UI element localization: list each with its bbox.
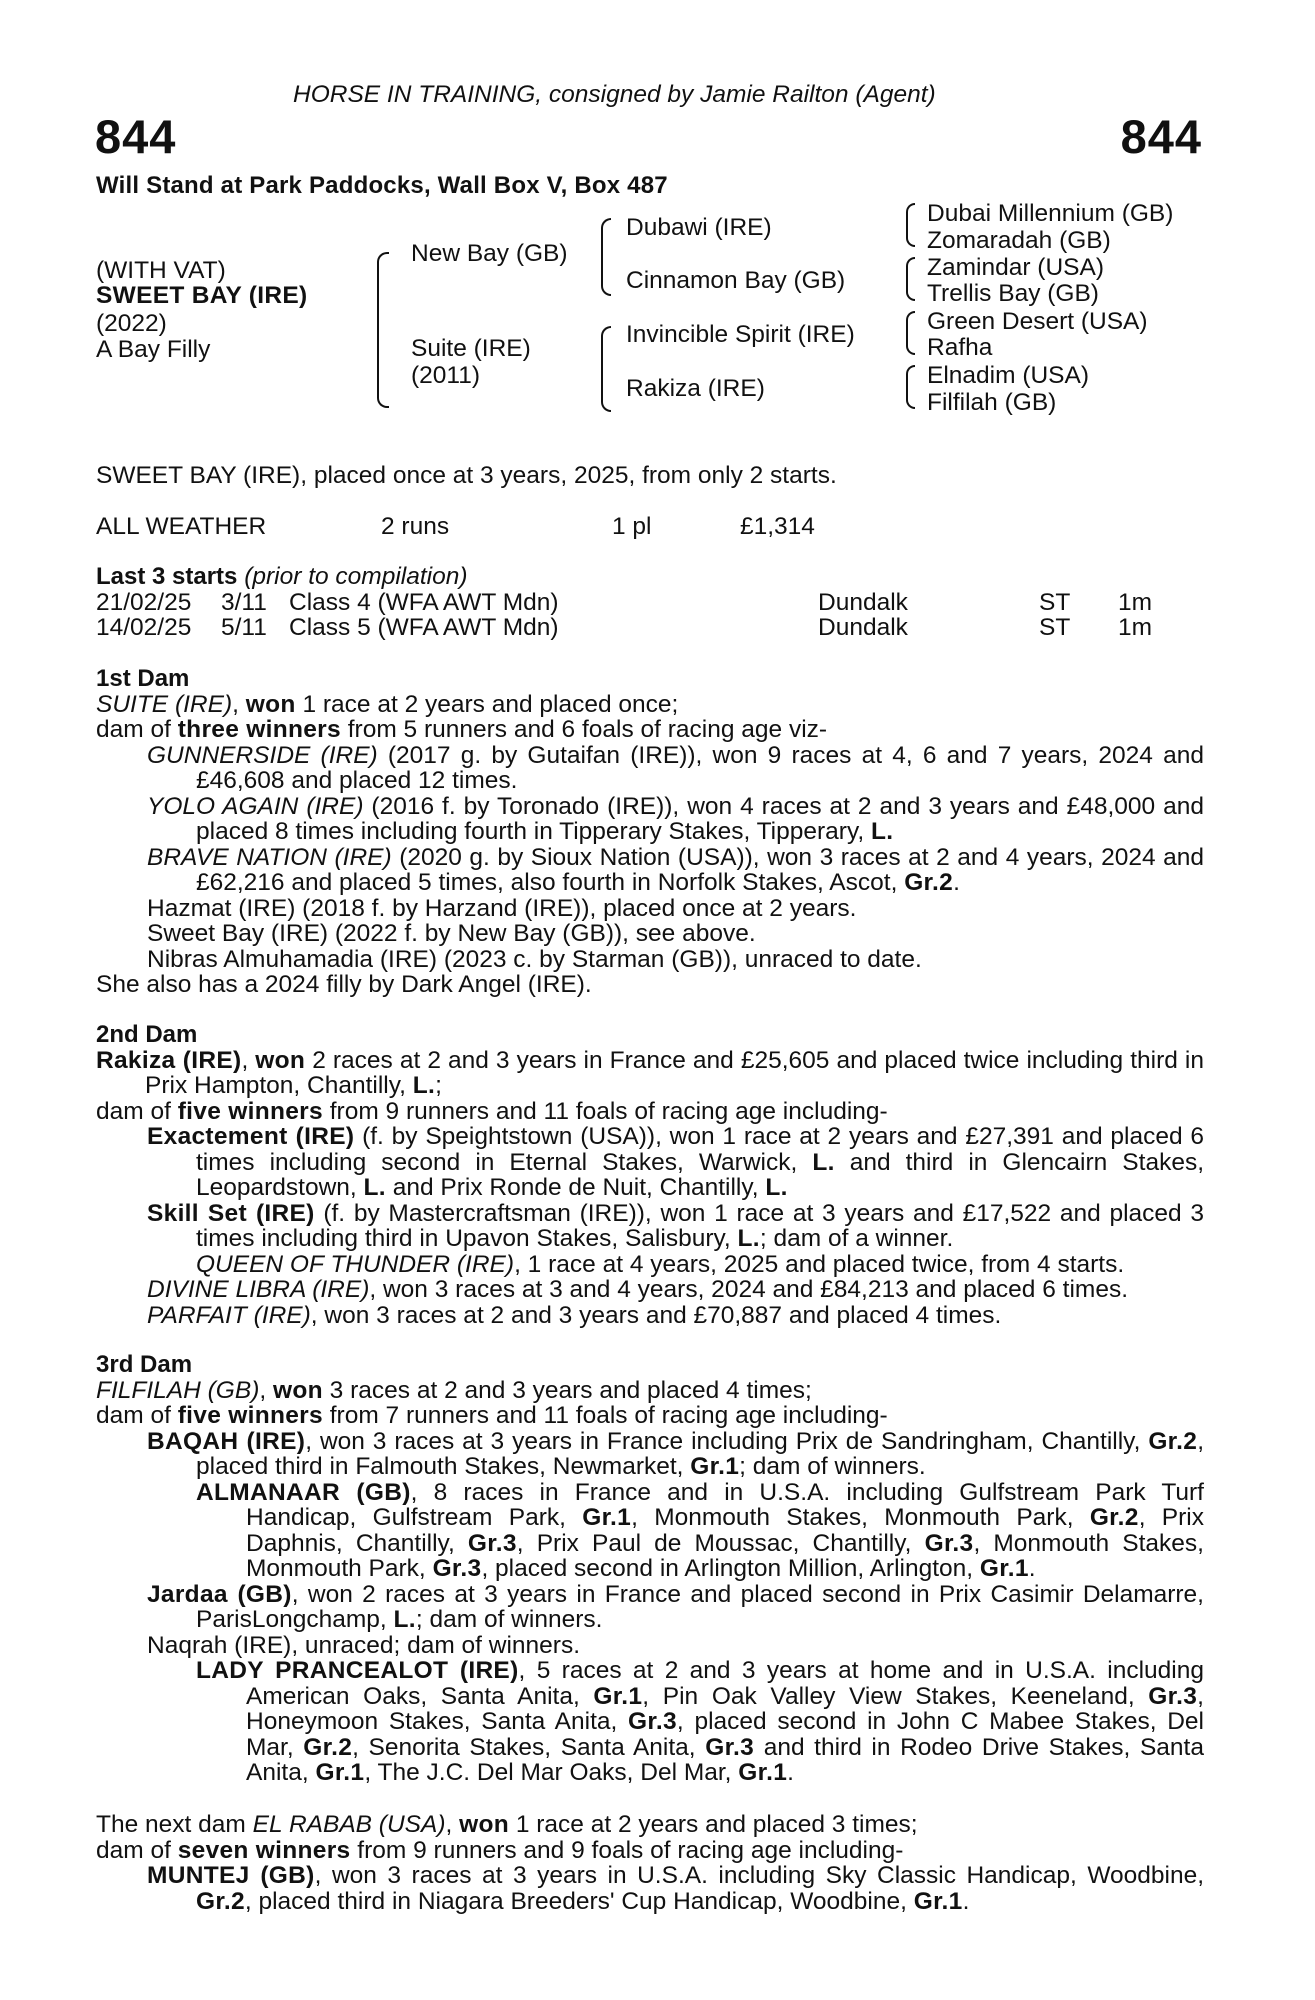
pedigree-ssd: Zomaradah (GB) [927,227,1111,254]
next-dam-produce-summary: dam of seven winners from 9 runners and 9 foals of racing age including- [96,1836,904,1864]
pedigree-sire: New Bay (GB) [411,240,568,267]
start-course: Dundalk [818,589,908,616]
start-distance: 1m [1118,589,1153,616]
pedigree-dam-dam: Rakiza (IRE) [626,375,765,402]
produce-entry: Sweet Bay (IRE) (2022 f. by New Bay (GB)), see above. [147,920,756,947]
lot-number-right: 844 [1120,110,1202,163]
produce-name: Skill Set (IRE) [147,1199,315,1227]
produce-entry: Exactement (IRE) (f. by Speightstown (USA)), won 1 race at 2 years and £27,391 and placed 6 times including second in Eternal Stakes, Warwick, L. and third in Glencairn Stakes, Leopardstown, L. and Prix Ronde de Nuit, Chantilly, L. [147,1123,1205,1201]
start-going: ST [1039,614,1071,641]
second-dam-record: Rakiza (IRE), won 2 races at 2 and 3 years in France and £25,605 and placed twice including third in Prix Hampton, Chantilly, L.; [96,1046,1204,1099]
first-dam-also: She also has a 2024 filly by Dark Angel (IRE). [96,971,592,998]
produce-entry: LADY PRANCEALOT (IRE), 5 races at 2 and 3 years at home and in U.S.A. including American Oaks, Santa Anita, Gr.1, Pin Oak Valley View Stakes, Keeneland, Gr.3, Honeymoon Stakes, Santa Anita, Gr.3, placed second in John C Mabee Stakes, Del Mar, Gr.2, Senorita Stakes, Santa Anita, Gr.3 and third in Rodeo Drive Stakes, Santa Anita, Gr.1, The J.C. Del Mar Oaks, Del Mar, Gr.1. [196,1657,1204,1786]
pedigree-sds: Zamindar (USA) [927,254,1104,281]
record-runs: 2 runs [381,513,450,540]
third-dam-heading: 3rd Dam [96,1351,193,1378]
start-distance: 1m [1118,614,1153,641]
start-race: Class 4 (WFA AWT Mdn) [289,589,559,616]
next-dam-record: The next dam EL RABAB (USA), won 1 race at 2 years and placed 3 times; [96,1811,918,1838]
produce-entry: BAQAH (IRE), won 3 races at 3 years in France including Prix de Sandringham, Chantilly, Gr.2, placed third in Falmouth Stakes, Newmarket, Gr.1; dam of winners. [147,1427,1204,1480]
start-date: 14/02/25 [96,614,192,641]
produce-name: BRAVE NATION (IRE) [147,843,392,871]
start-position: 5/11 [221,614,267,641]
pedigree-dds: Elnadim (USA) [927,362,1090,389]
third-dam-record: FILFILAH (GB), won 3 races at 2 and 3 years and placed 4 times; [96,1376,812,1404]
pedigree-sss: Dubai Millennium (GB) [927,200,1174,227]
produce-name: Exactement (IRE) [147,1123,355,1150]
stand-location: Will Stand at Park Paddocks, Wall Box V, Box 487 [96,172,668,199]
pedigree-brace-sire [601,218,611,296]
produce-entry: Jardaa (GB), won 2 races at 3 years in France and placed second in Prix Casimir Delamarre, ParisLongchamp, L.; dam of winners. [147,1580,1204,1633]
produce-entry: GUNNERSIDE (IRE) (2017 g. by Gutaifan (IRE)), won 9 races at 4, 6 and 7 years, 2024 and £46,608 and placed 12 times. [147,741,1204,794]
start-race: Class 5 (WFA AWT Mdn) [289,614,559,641]
first-dam-record: SUITE (IRE), won 1 race at 2 years and placed once; [96,690,679,718]
first-dam-heading: 1st Dam [96,665,190,692]
pedigree-ddd: Filfilah (GB) [927,389,1057,416]
produce-entry: Skill Set (IRE) (f. by Mastercraftsman (IRE)), won 1 race at 3 years and £17,522 and placed 3 times including third in Upavon Stakes, Salisbury, L.; dam of a winner. [147,1199,1204,1252]
pedigree-brace-ss [906,203,915,247]
second-dam-name: Rakiza (IRE) [96,1046,242,1074]
pedigree-dam-sire: Invincible Spirit (IRE) [626,321,855,348]
produce-entry: QUEEN OF THUNDER (IRE), 1 race at 4 years, 2025 and placed twice, from 4 starts. [196,1250,1125,1278]
start-date: 21/02/25 [96,589,192,616]
second-dam-heading: 2nd Dam [96,1021,198,1048]
start-course: Dundalk [818,614,908,641]
won-label: won [245,690,296,718]
grade-label: L. [871,818,894,845]
produce-name: Jardaa (GB) [147,1580,292,1608]
pedigree-dss: Green Desert (USA) [927,308,1148,335]
produce-name: ALMANAAR (GB) [196,1478,411,1506]
produce-entry: MUNTEJ (GB), won 3 races at 3 years in U.S.A. including Sky Classic Handicap, Woodbine, Gr.2, placed third in Niagara Breeders' Cup Handicap, Woodbine, Gr.1. [147,1862,1205,1915]
pedigree-brace-dd [906,365,915,409]
grade-label: L. [412,1072,436,1099]
produce-name: QUEEN OF THUNDER (IRE) [196,1250,515,1278]
produce-entry: Naqrah (IRE), unraced; dam of winners. [147,1631,581,1659]
third-dam-name: FILFILAH (GB) [96,1376,260,1404]
second-dam-section [96,1022,1204,1328]
won-label: won [272,1376,323,1404]
last-starts-note: (prior to compilation) [244,563,468,590]
pedigree-sire-sire: Dubawi (IRE) [626,214,772,241]
pedigree-dam: Suite (IRE) [411,335,531,362]
start-position: 3/11 [221,589,267,616]
pedigree-brace-main [377,252,389,408]
first-dam-name: SUITE (IRE) [96,690,233,718]
record-placed: 1 pl [612,513,652,540]
produce-entry: DIVINE LIBRA (IRE), won 3 races at 3 and 4 years, 2024 and £84,213 and placed 6 times. [147,1276,1129,1303]
produce-name: PARFAIT (IRE) [147,1301,311,1329]
produce-entry: ALMANAAR (GB), 8 races in France and in U.S.A. including Gulfstream Park Turf Handicap, Gulfstream Park, Gr.1, Monmouth Stakes, Monmouth Park, Gr.2, Prix Daphnis, Chantilly, Gr.3, Prix Paul de Moussac, Chantilly, Gr.3, Monmouth Stakes, Monmouth Park, Gr.3, placed second in Arlington Million, Arlington, Gr.1. [196,1478,1204,1582]
first-dam-section [96,666,1204,998]
produce-name: GUNNERSIDE (IRE) [147,741,378,769]
grade-label: Gr.2 [904,869,954,896]
pedigree-dsd: Rafha [927,334,993,361]
produce-name: LADY PRANCEALOT (IRE) [196,1657,519,1684]
horse-description: A Bay Filly [96,336,211,363]
produce-entry: Nibras Almuhamadia (IRE) (2023 c. by Starman (GB)), unraced to date. [147,945,922,973]
horse-name: SWEET BAY (IRE) [96,282,308,309]
pedigree-brace-sd [906,257,915,301]
produce-entry: YOLO AGAIN (IRE) (2016 f. by Toronado (IRE)), won 4 races at 2 and 3 years and £48,000 and placed 8 times including fourth in Tipperary Stakes, Tipperary, L. [147,792,1204,845]
record-surface: ALL WEATHER [96,513,267,540]
lot-number-left: 844 [95,110,177,163]
produce-name: YOLO AGAIN (IRE) [147,792,364,820]
won-label: won [255,1046,306,1074]
last-starts-heading [96,564,468,590]
third-dam-section [96,1352,1204,1786]
third-dam-produce-summary: dam of five winners from 7 runners and 11 foals of racing age including- [96,1402,888,1429]
race-summary: SWEET BAY (IRE), placed once at 3 years, 2025, from only 2 starts. [96,462,837,489]
produce-name: MUNTEJ (GB) [147,1862,315,1889]
produce-entry: PARFAIT (IRE), won 3 races at 2 and 3 years and £70,887 and placed 4 times. [147,1301,1002,1329]
record-earnings: £1,314 [740,513,815,540]
produce-entry: BRAVE NATION (IRE) (2020 g. by Sioux Nation (USA)), won 3 races at 2 and 4 years, 2024 and £62,216 and placed 5 times, also fourth in Norfolk Stakes, Ascot, Gr.2. [147,843,1204,896]
first-dam-produce-summary: dam of three winners from 5 runners and 6 foals of racing age viz- [96,716,828,743]
pedigree-brace-dam [601,326,611,412]
pedigree-dam-year: (2011) [411,362,481,389]
start-going: ST [1039,589,1071,616]
pedigree-sdd: Trellis Bay (GB) [927,280,1099,307]
won-label: won [459,1811,510,1838]
produce-name: BAQAH (IRE) [147,1427,306,1455]
produce-name: DIVINE LIBRA (IRE) [147,1276,370,1303]
vat-label: (WITH VAT) [96,257,226,284]
last-starts-title: Last 3 starts [96,563,238,590]
second-dam-produce-summary: dam of five winners from 9 runners and 11 foals of racing age including- [96,1097,888,1125]
next-dam-section [96,1812,1204,1914]
consignment-line: HORSE IN TRAINING, consigned by Jamie Railton (Agent) [293,81,936,108]
pedigree-brace-ds [906,311,915,355]
produce-entry: Hazmat (IRE) (2018 f. by Harzand (IRE)), placed once at 2 years. [147,894,857,922]
next-dam-name: EL RABAB (USA) [252,1811,446,1838]
horse-year: (2022) [96,310,167,337]
pedigree-sire-dam: Cinnamon Bay (GB) [626,267,846,294]
